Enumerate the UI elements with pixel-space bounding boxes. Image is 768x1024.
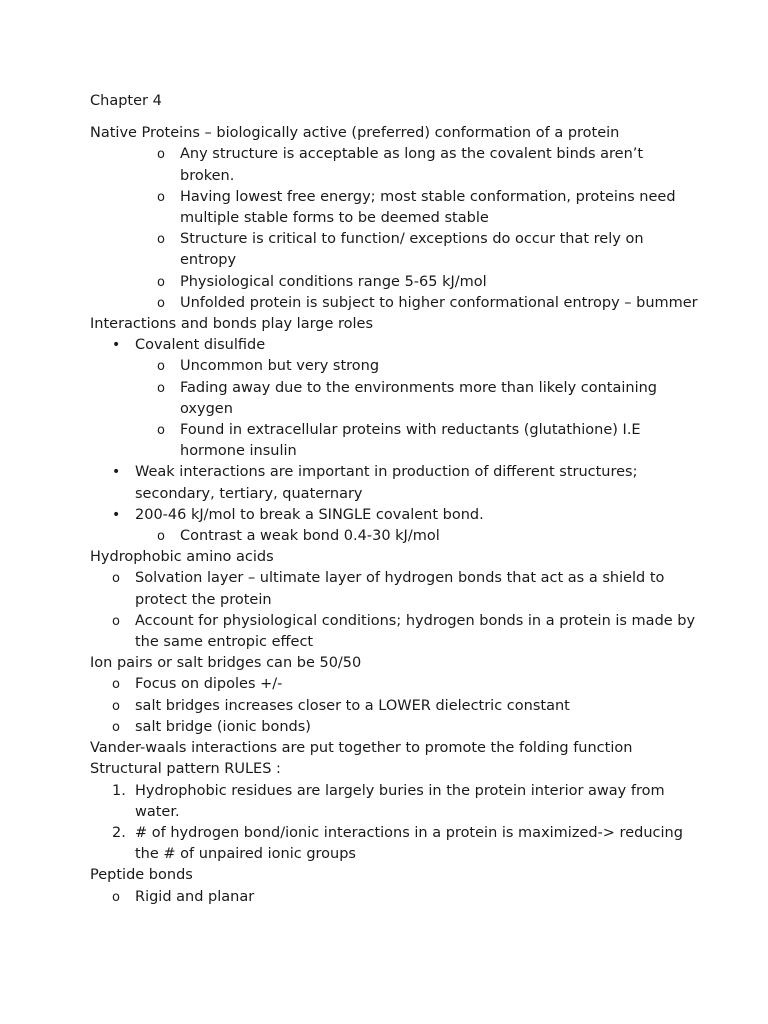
list-item: o Rigid and planar: [90, 887, 700, 908]
list-number: 1.: [112, 782, 126, 799]
list-item: 1. Hydrophobic residues are largely buries in the protein interior away from water.: [112, 782, 665, 820]
list-item: o Having lowest free energy; most stable conformation, proteins need multiple stable forms to be deemed stable: [157, 188, 676, 227]
list-item: 2. # of hydrogen bond/ionic interactions in a protein is maximized-> reducing the # of unpaired ionic groups: [112, 824, 683, 863]
circle-bullet-icon: o: [157, 359, 165, 375]
bullet-icon: •: [112, 506, 121, 523]
list-item: o Any structure is acceptable as long as the covalent binds aren’t broken.: [157, 146, 644, 184]
list-item: o salt bridge (ionic bonds): [90, 717, 700, 738]
list-number: 2.: [112, 824, 126, 841]
bullet-icon: •: [112, 464, 121, 481]
circle-bullet-icon: o: [157, 380, 165, 396]
circle-bullet-icon: o: [112, 889, 120, 905]
chapter-heading: Chapter 4: [90, 93, 162, 109]
circle-bullet-icon: o: [112, 613, 120, 629]
list-item: o Solvation layer – ultimate layer of hydrogen bonds that act as a shield to protect the protein: [112, 570, 665, 608]
hydrophobic-list: [90, 568, 700, 653]
ion-pairs-list: [90, 674, 700, 738]
list-item: o salt bridges increases closer to a LOWER dielectric constant: [90, 696, 700, 717]
hydrophobic-heading: Hydrophobic amino acids: [90, 549, 274, 566]
list-item: o Account for physiological conditions; hydrogen bonds in a protein is made by the same entropic effect: [112, 612, 696, 651]
list-item: o Physiological conditions range 5-65 kJ/mol: [90, 272, 700, 293]
list-item: o Found in extracellular proteins with reductants (glutathione) I.E hormone insulin: [157, 422, 641, 460]
list-item: • Weak interactions are important in production of different structures; secondary, tertiary, quaternary: [112, 464, 638, 502]
structural-rules-list: [90, 781, 700, 866]
circle-bullet-icon: o: [112, 677, 120, 693]
list-item: • Covalent disulfide: [90, 335, 700, 356]
list-item: o Contrast a weak bond 0.4-30 kJ/mol: [90, 526, 700, 547]
circle-bullet-icon: o: [157, 295, 165, 311]
circle-bullet-icon: o: [157, 232, 165, 248]
list-item: o Focus on dipoles +/-: [90, 674, 700, 695]
vander-waals-line: Vander-waals interactions are put together to promote the folding function: [90, 740, 633, 757]
circle-bullet-icon: o: [112, 719, 120, 735]
bullet-icon: •: [112, 337, 121, 354]
list-item: o Unfolded protein is subject to higher conformational entropy – bummer: [90, 293, 700, 314]
list-item: o Fading away due to the environments more than likely containing oxygen: [157, 379, 658, 417]
interactions-heading: Interactions and bonds play large roles: [90, 316, 374, 333]
interactions-list: [90, 335, 700, 547]
list-item: • 200-46 kJ/mol to break a SINGLE covalent bond.: [90, 505, 700, 526]
structural-rules-heading: Structural pattern RULES :: [90, 761, 281, 778]
circle-bullet-icon: o: [112, 698, 120, 714]
peptide-bonds-heading: Peptide bonds: [90, 867, 193, 884]
circle-bullet-icon: o: [112, 571, 120, 587]
circle-bullet-icon: o: [157, 147, 165, 163]
circle-bullet-icon: o: [157, 423, 165, 439]
notes-body: [90, 91, 700, 908]
peptide-bonds-list: [90, 887, 700, 908]
circle-bullet-icon: o: [157, 529, 165, 545]
list-item: o Uncommon but very strong: [90, 356, 700, 377]
native-proteins-heading: Native Proteins – biologically active (preferred) conformation of a protein: [90, 125, 620, 142]
native-proteins-list: [90, 144, 700, 314]
list-item: o Structure is critical to function/ exceptions do occur that rely on entropy: [157, 231, 644, 269]
circle-bullet-icon: o: [157, 274, 165, 290]
circle-bullet-icon: o: [157, 189, 165, 205]
ion-pairs-heading: Ion pairs or salt bridges can be 50/50: [90, 655, 362, 672]
